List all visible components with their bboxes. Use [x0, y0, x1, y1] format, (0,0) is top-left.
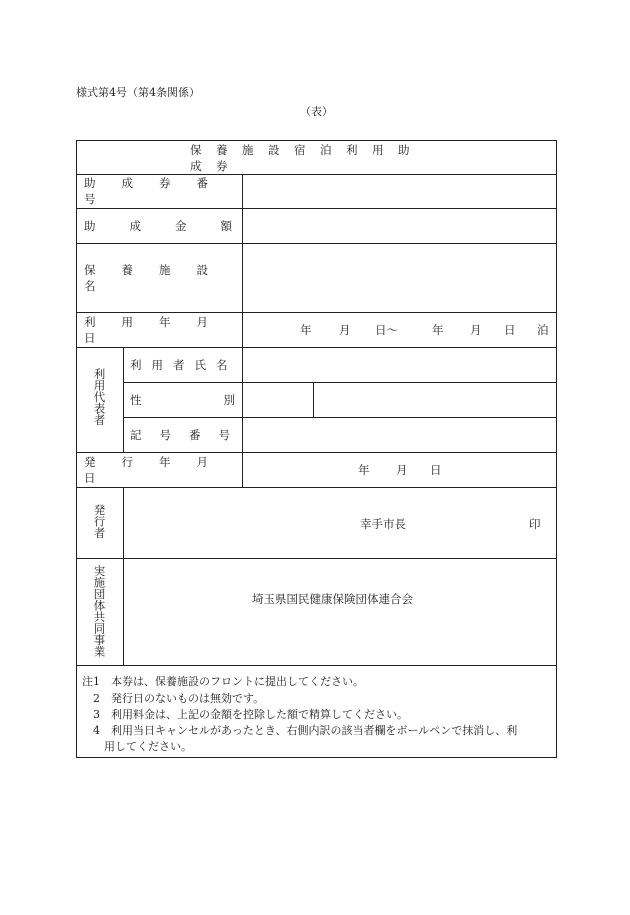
implementer-label: 実施団体共同事業: [92, 565, 107, 657]
form-number: 様式第4号（第4条関係）: [76, 86, 200, 99]
gender-label: 性別: [130, 393, 317, 407]
usage-month2: 月: [470, 323, 482, 337]
usage-stay: 泊: [537, 323, 549, 337]
note-4: 4 利用当日キャンセルがあったとき、右側内訳の該当者欄をボールペンで抹消し、利: [82, 724, 518, 737]
issuer-label: 発行者: [92, 504, 107, 539]
side-label: （表）: [300, 105, 333, 118]
usage-date-label: 利用年月日: [84, 315, 234, 345]
usage-day1: 日〜: [375, 323, 398, 337]
table-title: [190, 143, 440, 173]
representative-label: 利用代表者: [92, 368, 107, 426]
note-2: 2 発行日のないものは無効です。: [82, 692, 265, 705]
facility-name-label: 保養施設名: [84, 263, 234, 293]
note-1: 注1 本券は、保養施設のフロントに提出してください。: [82, 675, 364, 688]
usage-month1: 月: [339, 323, 351, 337]
issuer-value: 幸手市長: [360, 517, 406, 531]
issue-date-label: 発行年月日: [84, 455, 234, 485]
amount-label: 助成金額: [84, 219, 266, 233]
issue-day: 日: [430, 463, 442, 477]
title-text: 保養施設宿泊利用助成券: [190, 143, 424, 173]
note-5: 用してください。: [82, 740, 192, 753]
symbol-number-label: 記号番号: [130, 428, 248, 442]
user-name-label: 利用者氏名: [130, 358, 238, 372]
note-3: 3 利用料金は、上記の金額を控除した額で精算してください。: [82, 708, 408, 721]
usage-day2: 日: [504, 323, 516, 337]
implementer-value: 埼玉県国民健康保険団体連合会: [252, 592, 413, 606]
usage-year1: 年: [300, 323, 312, 337]
usage-year2: 年: [432, 323, 444, 337]
issue-year: 年: [358, 463, 370, 477]
seal-mark: 印: [529, 517, 541, 531]
voucher-number-label: 助成券番号: [84, 176, 234, 206]
issue-month: 月: [396, 463, 408, 477]
